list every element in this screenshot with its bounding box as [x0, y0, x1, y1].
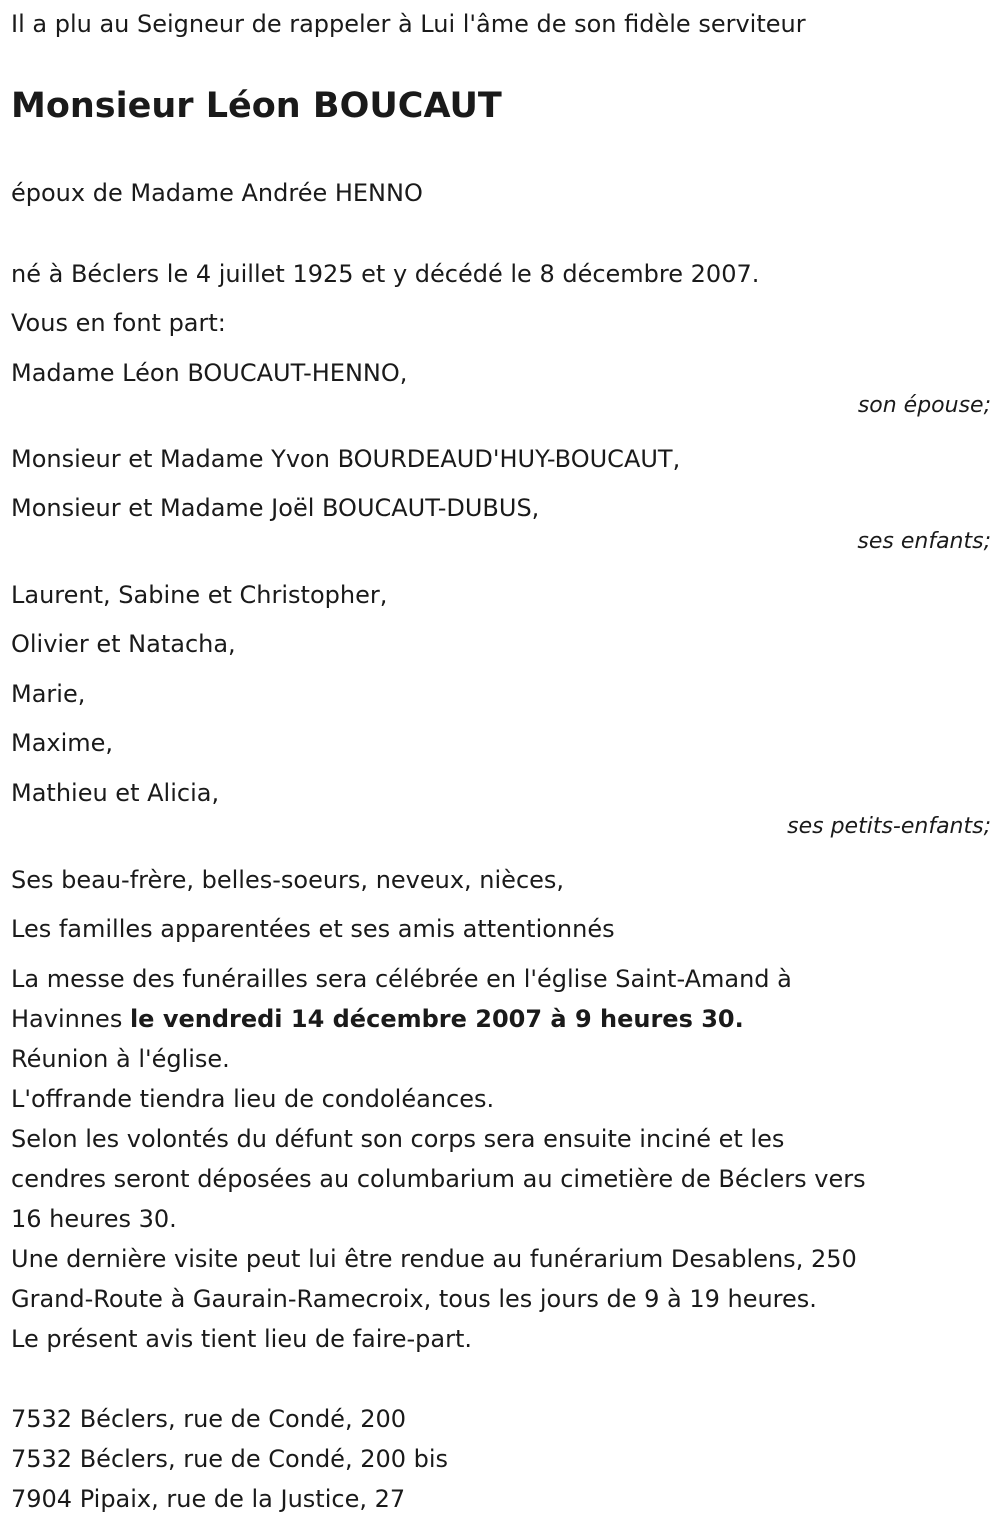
ceremony-line: L'offrande tiendra lieu de condoléances. — [11, 1085, 495, 1113]
family-grandchild-name: Maxime, — [11, 729, 114, 757]
address-line: 7532 Béclers, rue de Condé, 200 bis — [11, 1445, 449, 1473]
family-grandchild-name: Mathieu et Alicia, — [11, 779, 220, 807]
ceremony-line: 16 heures 30. — [11, 1205, 177, 1233]
family-spouse-name: Madame Léon BOUCAUT-HENNO, — [11, 359, 408, 387]
ceremony-place-suffix: Havinnes — [11, 1005, 130, 1033]
birth-death-line: né à Béclers le 4 juillet 1925 et y décédé le 8 décembre 2007. — [11, 260, 760, 288]
address-line: 7532 Béclers, rue de Condé, 200 — [11, 1405, 407, 1433]
family-children-role: ses enfants; — [857, 529, 991, 554]
intro-text: Il a plu au Seigneur de rappeler à Lui l'âme de son fidèle serviteur — [11, 10, 806, 38]
ceremony-line: cendres seront déposées au columbarium au cimetière de Béclers vers — [11, 1165, 866, 1193]
family-grandchildren-role: ses petits-enfants; — [787, 814, 991, 839]
family-child-name: Monsieur et Madame Yvon BOURDEAUD'HUY-BOUCAUT, — [11, 445, 681, 473]
family-grandchild-name: Olivier et Natacha, — [11, 630, 236, 658]
spouse-line: époux de Madame Andrée HENNO — [11, 179, 423, 207]
ceremony-date: le vendredi 14 décembre 2007 à 9 heures 30. — [129, 1005, 744, 1033]
announce-line: Vous en font part: — [11, 309, 226, 337]
deceased-name: Monsieur Léon BOUCAUT — [11, 86, 502, 126]
family-spouse-role: son épouse; — [857, 393, 991, 418]
ceremony-line: Le présent avis tient lieu de faire-part. — [11, 1325, 473, 1353]
family-grandchild-name: Laurent, Sabine et Christopher, — [11, 581, 388, 609]
family-others-line: Les familles apparentées et ses amis attentionnés — [11, 915, 615, 943]
ceremony-line: Selon les volontés du défunt son corps sera ensuite inciné et les — [11, 1125, 785, 1153]
addresses-block — [11, 1399, 986, 1519]
ceremony-paragraph — [11, 959, 986, 1359]
ceremony-line: La messe des funérailles sera célébrée en l'église Saint-Amand à — [11, 965, 792, 993]
family-grandchild-name: Marie, — [11, 680, 86, 708]
ceremony-line: Une dernière visite peut lui être rendue au funérarium Desablens, 250 — [11, 1245, 857, 1273]
ceremony-date-line — [11, 999, 986, 1039]
ceremony-line: Réunion à l'église. — [11, 1045, 230, 1073]
family-child-name: Monsieur et Madame Joël BOUCAUT-DUBUS, — [11, 494, 540, 522]
address-line: 7904 Pipaix, rue de la Justice, 27 — [11, 1485, 406, 1513]
family-others-line: Ses beau-frère, belles-soeurs, neveux, nièces, — [11, 866, 565, 894]
ceremony-line: Grand-Route à Gaurain-Ramecroix, tous les jours de 9 à 19 heures. — [11, 1285, 817, 1313]
